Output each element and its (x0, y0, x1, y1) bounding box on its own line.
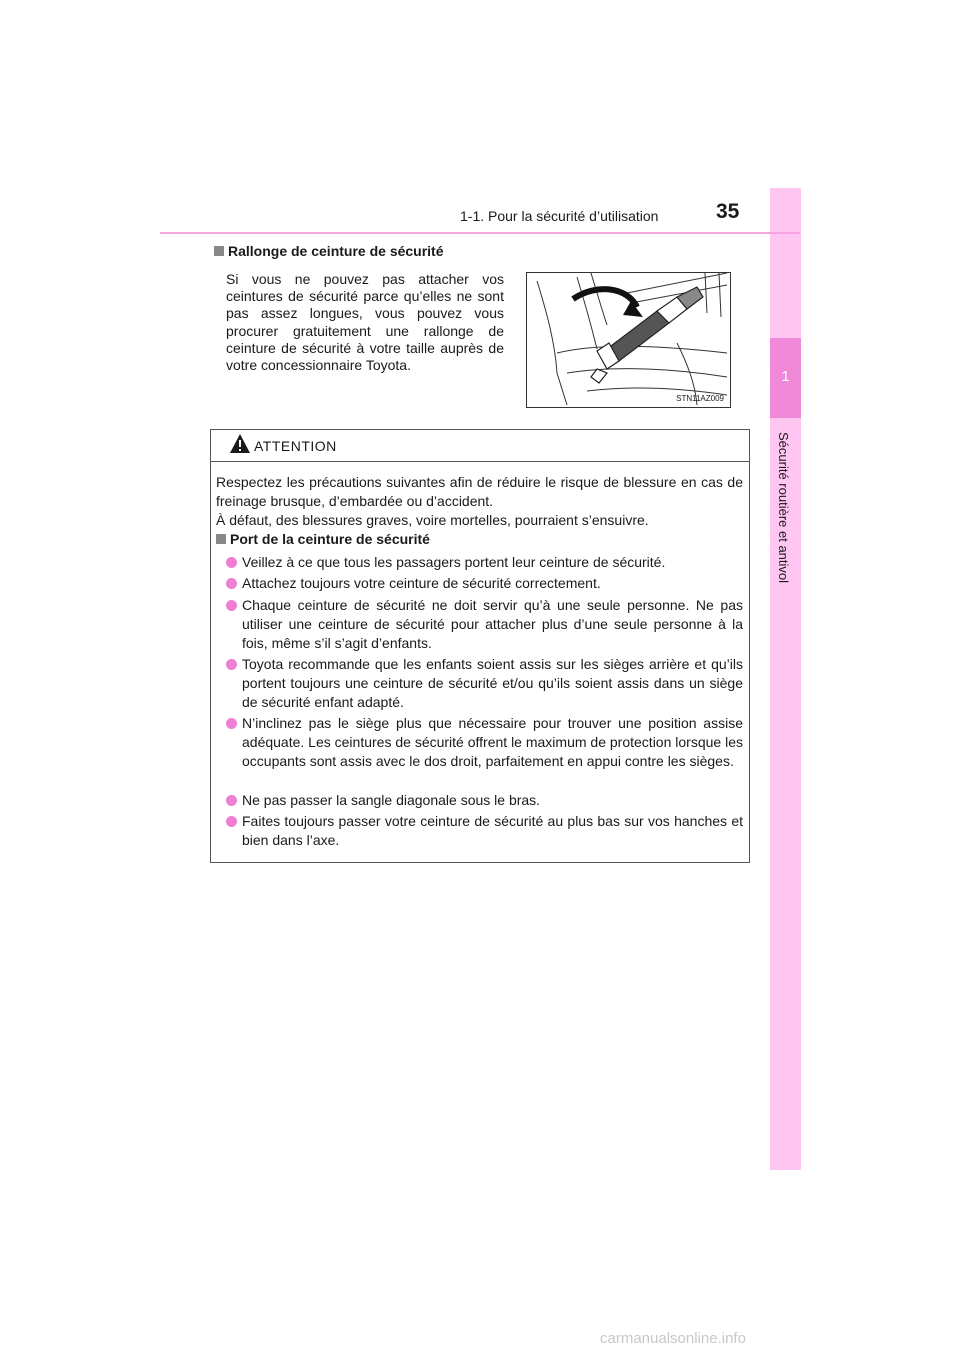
list-item: Veillez à ce que tous les passagers portent leur ceinture de sécurité. (242, 553, 743, 572)
chapter-side-tab (770, 188, 801, 1170)
square-bullet-icon (216, 534, 226, 544)
extender-paragraph: Si vous ne pouvez pas attacher vos ceintures de sécurité parce qu’elles ne sont pas assez longues, vous pouvez vous procurer gratuitement une rallonge de ceinture de sécurité à votre taille auprès de votre concessionnaire Toyota. (226, 271, 504, 374)
warning-subtitle (216, 531, 430, 547)
header-rule (160, 232, 800, 234)
list-item: Faites toujours passer votre ceinture de sécurité au plus bas sur vos hanches et bien dans l’axe. (242, 812, 743, 850)
warning-triangle-icon (229, 433, 251, 454)
warning-header (211, 430, 749, 462)
warning-intro-consequence: À défaut, des blessures graves, voire mortelles, pourraient s’ensuivre. (216, 512, 649, 528)
section-header: 1-1. Pour la sécurité d’utilisation (460, 208, 659, 224)
warning-intro-text: Respectez les précautions suivantes afin de réduire le risque de blessure en cas de freinage brusque, d’embardée ou d’accident. (216, 474, 743, 509)
warning-subtitle-text: Port de la ceinture de sécurité (230, 531, 430, 547)
warning-label: ATTENTION (254, 438, 337, 454)
watermark: carmanualsonline.info (600, 1330, 746, 1347)
seatbelt-illustration-icon (527, 273, 730, 407)
list-item: Ne pas passer la sangle diagonale sous le bras. (242, 791, 743, 810)
square-bullet-icon (214, 246, 224, 256)
list-item: N’inclinez pas le siège plus que nécessaire pour trouver une position assise adéquate. Les ceintures de sécurité offrent le maximum de protection lorsque les occupants sont assis avec le dos droit, parfaitement en appui contre les sièges. (242, 714, 743, 771)
bullet-dot-icon (226, 718, 237, 729)
list-item: Chaque ceinture de sécurité ne doit servir qu’à une seule personne. Ne pas utiliser une ceinture de sécurité pour attacher plus d’une seule personne à la fois, même s’il s’agit d’enfants. (242, 596, 743, 653)
list-item: Attachez toujours votre ceinture de sécurité correctement. (242, 574, 743, 593)
bullet-dot-icon (226, 659, 237, 670)
bullet-dot-icon (226, 816, 237, 827)
section-title-text: Rallonge de ceinture de sécurité (228, 243, 444, 259)
chapter-number: 1 (781, 368, 790, 385)
page-number: 35 (716, 200, 740, 223)
bullet-dot-icon (226, 557, 237, 568)
bullet-dot-icon (226, 600, 237, 611)
warning-box (210, 429, 750, 863)
figure-code: STN11AZ009 (676, 394, 724, 403)
bullet-dot-icon (226, 578, 237, 589)
section-title (214, 243, 444, 259)
warning-intro (216, 473, 743, 530)
list-item: Toyota recommande que les enfants soient assis sur les sièges arrière et qu’ils portent toujours une ceinture de sécurité et/ou qu’ils soient assis dans un siège de sécurité enfant adapté. (242, 655, 743, 712)
bullet-dot-icon (226, 795, 237, 806)
seatbelt-extender-illustration (526, 272, 731, 408)
chapter-title: Sécurité routière et antivol (776, 432, 791, 584)
